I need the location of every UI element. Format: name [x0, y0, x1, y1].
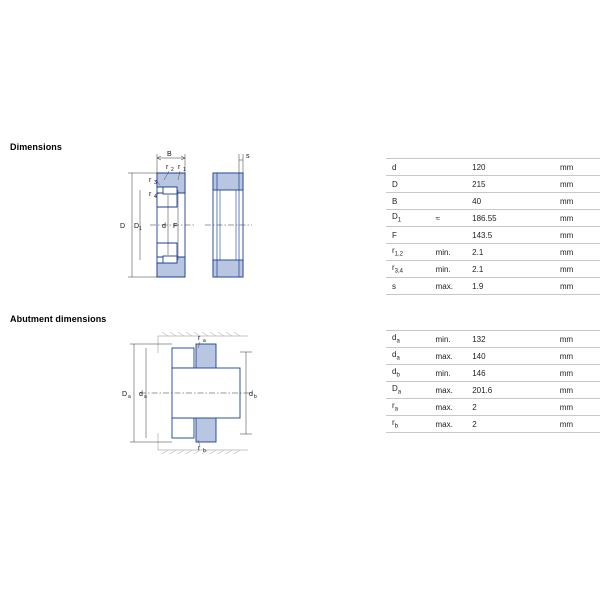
label-da-sub: a	[144, 394, 147, 400]
abutment-dimensions-drawing	[110, 318, 310, 473]
dimensions_table-value: 215	[470, 176, 544, 193]
table-row	[386, 416, 600, 433]
table-row	[386, 348, 600, 365]
dimensions_table-value: 186.55	[470, 210, 544, 227]
dimensions_table-qualifier: ≈	[434, 210, 471, 227]
label-r1-sub: 1	[183, 167, 186, 173]
table-row	[386, 159, 600, 176]
table-row	[386, 244, 600, 261]
symbol-text: d	[392, 367, 397, 377]
symbol-subscript: b	[396, 372, 400, 379]
label-b: B	[167, 151, 172, 158]
label-r3-sub: 3	[154, 180, 157, 186]
label-r4: r	[149, 191, 152, 198]
label-r3: r	[149, 177, 152, 184]
table-row	[386, 176, 600, 193]
table-row	[386, 382, 600, 399]
dimensions-table	[386, 158, 600, 295]
label-da: d	[139, 391, 143, 398]
dimensions_table-symbol	[386, 176, 434, 193]
label-da-big-sub: a	[128, 394, 131, 400]
dimensions_table-qualifier	[434, 159, 471, 176]
symbol-subscript: 1	[397, 217, 402, 224]
symbol-text: d	[392, 162, 397, 172]
label-r2-sub: 2	[171, 167, 174, 173]
label-d-outer: D	[120, 223, 126, 230]
dimensions_table-symbol	[386, 210, 434, 227]
symbol-text: r	[392, 418, 395, 428]
symbol-text: D	[392, 384, 398, 394]
symbol-text: s	[392, 281, 396, 291]
dimensions_table-unit: mm	[544, 278, 600, 295]
dimensions-section-title: Dimensions	[10, 142, 63, 152]
dimensions_table-symbol	[386, 244, 434, 261]
abutment_table-symbol	[386, 348, 434, 365]
dimensions_table-unit: mm	[544, 244, 600, 261]
table-row	[386, 399, 600, 416]
label-ra: r	[198, 335, 201, 342]
symbol-subscript: b	[394, 423, 399, 430]
abutment_table-qualifier: min.	[434, 331, 471, 348]
abutment_table-qualifier: max.	[434, 382, 471, 399]
symbol-subscript: 3,4	[394, 268, 404, 275]
label-db: d	[249, 391, 253, 398]
abutment_table-symbol	[386, 399, 434, 416]
dimensions_table-unit: mm	[544, 176, 600, 193]
dimensions_table-value: 1.9	[470, 278, 544, 295]
table-row	[386, 365, 600, 382]
label-r2: r	[166, 164, 169, 171]
abutment_table-value: 132	[470, 331, 543, 348]
dimensions_table-symbol	[386, 159, 434, 176]
dimensions_table-qualifier	[434, 193, 471, 210]
abutment_table-symbol	[386, 416, 434, 433]
label-d1-sub: 1	[139, 226, 142, 232]
abutment_table-value: 2	[470, 416, 543, 433]
symbol-text: d	[392, 350, 397, 360]
dimensions_table-value: 120	[470, 159, 544, 176]
symbol-text: r	[392, 246, 395, 256]
table-row	[386, 278, 600, 295]
label-r4-sub: 4	[154, 194, 157, 200]
symbol-text: r	[392, 263, 395, 273]
dimensions_table-value: 143.5	[470, 227, 544, 244]
dimensions_table-qualifier: min.	[434, 261, 471, 278]
symbol-text: d	[392, 333, 397, 343]
abutment_table-unit: mm	[544, 382, 600, 399]
abutment-dimensions-section-title: Abutment dimensions	[10, 314, 107, 324]
symbol-text: D	[392, 212, 398, 222]
label-s: s	[246, 153, 250, 160]
dimensions_table-unit: mm	[544, 210, 600, 227]
dimensions_table-unit: mm	[544, 261, 600, 278]
table-row	[386, 261, 600, 278]
symbol-text: r	[392, 401, 395, 411]
label-d-inner: d	[162, 223, 166, 230]
dimensions-drawing	[110, 150, 310, 300]
dimensions_table-value: 40	[470, 193, 544, 210]
abutment-dimensions-table	[386, 330, 600, 433]
abutment_table-unit: mm	[544, 348, 600, 365]
label-rb-sub: b	[203, 448, 206, 454]
table-row	[386, 331, 600, 348]
dimensions_table-qualifier: min.	[434, 244, 471, 261]
table-row	[386, 227, 600, 244]
dimensions_table-unit: mm	[544, 159, 600, 176]
abutment-table-body	[386, 331, 600, 433]
abutment_table-qualifier: max.	[434, 416, 471, 433]
dimensions-table-body	[386, 159, 600, 295]
label-d1: D	[134, 223, 140, 230]
abutment_table-value: 201.6	[470, 382, 543, 399]
symbol-subscript: a	[396, 338, 400, 345]
abutment_table-value: 140	[470, 348, 543, 365]
label-da-big: D	[122, 391, 128, 398]
symbol-subscript: a	[396, 355, 400, 362]
abutment_table-value: 146	[470, 365, 543, 382]
symbol-subscript: 1,2	[394, 251, 404, 258]
symbol-subscript: a	[397, 389, 402, 396]
dimensions_table-qualifier: max.	[434, 278, 471, 295]
abutment_table-qualifier: max.	[434, 399, 471, 416]
symbol-text: F	[392, 230, 397, 240]
label-db-sub: b	[254, 394, 257, 400]
abutment_table-qualifier: min.	[434, 365, 471, 382]
abutment_table-symbol	[386, 382, 434, 399]
label-ra-sub: a	[203, 338, 206, 344]
abutment_table-value: 2	[470, 399, 543, 416]
abutment_table-unit: mm	[544, 331, 600, 348]
label-rb: r	[198, 445, 201, 452]
abutment_table-unit: mm	[544, 416, 600, 433]
table-row	[386, 193, 600, 210]
dimensions_table-symbol	[386, 261, 434, 278]
dimensions_table-qualifier	[434, 227, 471, 244]
dimensions_table-unit: mm	[544, 227, 600, 244]
table-row	[386, 210, 600, 227]
dimensions_table-unit: mm	[544, 193, 600, 210]
dimensions_table-symbol	[386, 193, 434, 210]
symbol-subscript: a	[394, 406, 399, 413]
symbol-text: D	[392, 179, 398, 189]
abutment_table-symbol	[386, 365, 434, 382]
abutment_table-unit: mm	[544, 399, 600, 416]
dimensions_table-value: 2.1	[470, 261, 544, 278]
symbol-text: B	[392, 196, 398, 206]
abutment_table-symbol	[386, 331, 434, 348]
label-r1: r	[178, 164, 181, 171]
label-f: F	[173, 223, 178, 230]
dimensions_table-value: 2.1	[470, 244, 544, 261]
dimensions_table-qualifier	[434, 176, 471, 193]
dimensions_table-symbol	[386, 227, 434, 244]
abutment_table-unit: mm	[544, 365, 600, 382]
dimensions_table-symbol	[386, 278, 434, 295]
abutment_table-qualifier: max.	[434, 348, 471, 365]
